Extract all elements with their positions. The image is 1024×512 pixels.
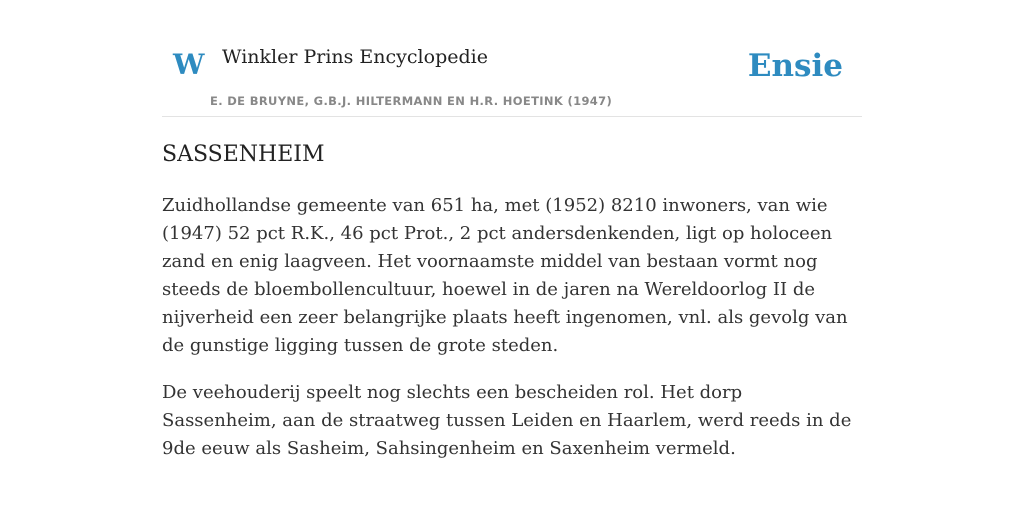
entry-paragraph: De veehouderij speelt nog slechts een bescheiden rol. Het dorp Sassenheim, aan de straatweg tussen Leiden en Haarlem, werd reeds in de 9de eeuw als Sasheim, Sahsingenheim en Saxenheim vermeld. bbox=[162, 382, 852, 459]
book-authors: E. DE BRUYNE, G.B.J. HILTERMANN EN H.R. HOETINK (1947) bbox=[210, 94, 613, 108]
encyclopedia-logo[interactable]: W bbox=[173, 48, 205, 81]
site-logo-link[interactable]: Ensie bbox=[747, 48, 843, 84]
book-title[interactable]: Winkler Prins Encyclopedie bbox=[222, 46, 488, 68]
entry-content bbox=[162, 140, 862, 463]
entry-paragraph: Zuidhollandse gemeente van 651 ha, met (1952) 8210 inwoners, van wie (1947) 52 pct R.K., 46 pct Prot., 2 pct andersdenkenden, ligt op holoceen zand en enig laagveen. Het voornaamste middel van bestaan vormt nog steeds de bloembollencultuur, hoewel in de jaren na Wereldoorlog II de nijverheid een zeer belangrijke plaats heeft ingenomen, vnl. als gevolg van de gunstige ligging tussen de grote steden. bbox=[162, 195, 848, 356]
page-header bbox=[162, 0, 862, 117]
entry-title: SASSENHEIM bbox=[162, 142, 325, 167]
